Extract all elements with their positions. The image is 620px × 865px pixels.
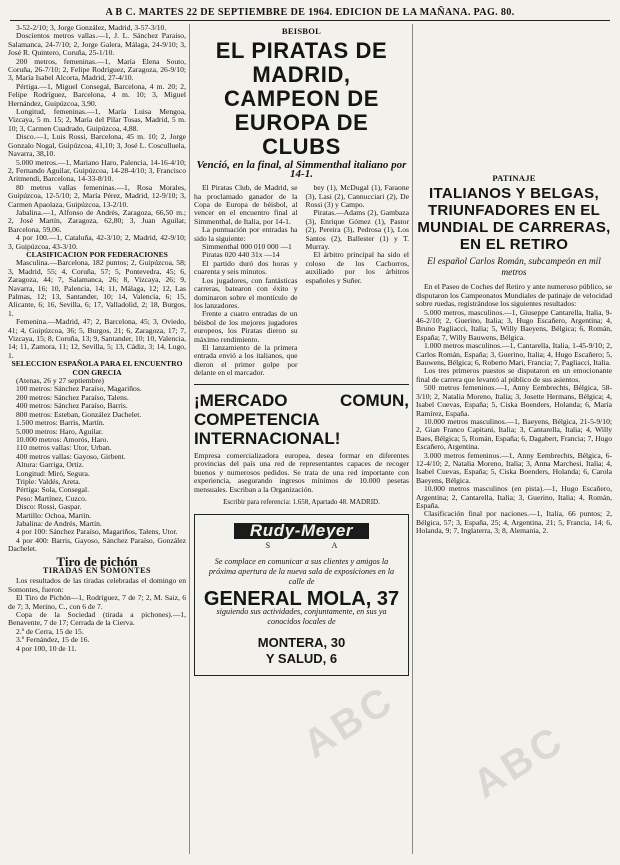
paragraph: 800 metros: Esteban, González Dachelet. bbox=[16, 409, 142, 419]
paragraph: Peso: Martínez, Cuzco. bbox=[16, 493, 87, 503]
paragraph: Jabalina.—1, Alfonso de Andrés, Zaragoza, 66,50 m.; 2, José Martín, Zaragoza, 62,80; 3, Juan Aguilar, Barcelona, 59,06. bbox=[8, 207, 186, 234]
paragraph: La puntuación por entradas ha sido la siguiente: bbox=[194, 225, 298, 243]
paragraph: SELECCION ESPAÑOLA PARA EL ENCUENTRO CON GRECIA bbox=[11, 359, 183, 377]
paragraph: Longitud: Miró, Segura. bbox=[16, 468, 90, 478]
paragraph: Clasificación final por naciones.—1, Italia, 66 puntos; 2, Bélgica, 57; 3, España, 25; 4, Argentina, 21; 5, Francia, 14; 6, Holanda, 9; 7, Inglaterra, 3; 8, Alemania, 2. bbox=[416, 509, 612, 536]
paragraph: 110 metros vallas: Utor, Urban. bbox=[16, 443, 112, 453]
paragraph: Piratas 020 440 31x —14 bbox=[202, 250, 280, 260]
paragraph: Copa de la Sociedad (tirada a pichones).—1, Benavente, 7 de 17; Cerrada de la Cierva. bbox=[8, 610, 186, 628]
classified-ad bbox=[194, 384, 409, 506]
brand-suffix: S A bbox=[265, 541, 368, 551]
ad-address: Y SALUD, 6 bbox=[265, 651, 338, 667]
tiro-results bbox=[8, 577, 186, 653]
ad-title: ¡MERCADO COMUN, COMPETENCIA INTERNACIONAL! bbox=[194, 390, 409, 448]
paragraph: 400 metros vallas: Gayoso, Girbent. bbox=[16, 451, 126, 461]
paragraph: 100 metros: Sánchez Paraíso, Magariños. bbox=[16, 384, 142, 394]
column-patinaje bbox=[416, 24, 612, 536]
paragraph: El partido duró dos horas y cuarenta y seis minutos. bbox=[194, 258, 298, 277]
paragraph: 200 metros, femeninas.—1, María Elena Souto, Coruña, 26-7/10; 2, Felipe Rodríguez, Zaragoza, 26-9/10; 3, María Isabel Alcorta, Madrid, 27-4/10. bbox=[8, 56, 186, 83]
section-kicker: PATINAJE bbox=[492, 173, 536, 183]
paragraph: Piratas.—Adams (2), Gambaza (3), Enrique Gómez (1), Pastor (2), Pereira (3), Pedrosa (1), Los Santos (2), Ballester (1) y T. Murray. bbox=[305, 208, 409, 252]
paragraph: Longitud, femeninas.—1, María Luisa Mengoa, Vizcaya, 5 m. 15; 2, María del Pilar Tosas, Madrid, 5 m. 10; 3, Carmen Cuadrado, Guipúzcoa, 4,88. bbox=[8, 107, 186, 133]
paragraph: 500 metros femeninos.—1, Anny Eembrechts, Bélgica, 58-3/10; 2, Natalia Moreno, Italia; 3, Josette Hermans, Bélgica; 4, Isabel Cuevas, España; 5, Ciska Boenders, Holanda; 6, María Ramírez, España. bbox=[416, 383, 612, 418]
headline: ITALIANOS Y BELGAS, TRIUNFADORES EN EL MUNDIAL DE CARRERAS, EN EL RETIRO bbox=[417, 185, 611, 254]
paragraph: 3-52-2/10; 3, Jorge González, Madrid, 3-57-3/10. bbox=[16, 24, 167, 32]
paragraph: 10.000 metros masculinos (en pista).—1, Hugo Escañero, Argentina; 2, Cantarella, Italia; 3, Guerino, Italia; 4, Román, España. bbox=[416, 484, 612, 510]
paragraph: 1.500 metros: Barris, Martín. bbox=[16, 418, 105, 428]
column-athletics bbox=[8, 24, 186, 860]
brand-logo: Rudy-Meyer bbox=[234, 523, 369, 539]
article-column-left bbox=[194, 184, 298, 377]
paragraph: Disco.—1, Luis Rossi, Barcelona, 45 m. 10; 2, Jorge Gonzalo Nogal, Guipúzcoa, 41,10; 3, José L. Cosculluela, Navarra, 38,10. bbox=[8, 132, 186, 159]
paragraph: 4 por 100, 10 de 11. bbox=[16, 643, 77, 653]
paragraph: El lanzamiento de la primera entrada envió a los italianos, que dieron el primer golpe por delante en el marcador. bbox=[194, 342, 298, 378]
watermark: ABC bbox=[465, 717, 573, 807]
paragraph: 5.000 metros, masculinos.—1, Giuseppe Cantarella, Italia, 9-46-2/10; 2, Guerino, Italia; 3, Hugo Escañero, Argentina; 4, Bruno Pagliacci, Italia; 5, Willy Baeyens, Bélgica; 6, Román, España; 7, Willy Bauwens, Bélgica. bbox=[416, 307, 612, 342]
paragraph: Pértiga.—1, Miguel Consegal, Barcelona, 4 m. 20; 2, Felipe Rodríguez, Barcelona, 4 m. 10; 3, Miguel Hernández, Guipúzcoa, 3,90. bbox=[8, 81, 186, 108]
ad-text: siguiendo sus actividades, conjuntamente, en sus ya conocidos locales de bbox=[216, 607, 387, 627]
column-beisbol bbox=[194, 24, 409, 676]
paragraph: 4 por 100.—1, Cataluña, 42-3/10; 2, Madrid, 42-9/10; 3, Guipúzcoa, 43-3/10. bbox=[8, 233, 186, 251]
article-column-right bbox=[306, 184, 410, 377]
watermark: ABC bbox=[295, 677, 403, 767]
paragraph: Altura: Garriga, Ortiz. bbox=[16, 460, 84, 470]
paragraph: 400 metros: Sánchez Paraíso, Barris. bbox=[16, 401, 128, 411]
athletics-results bbox=[8, 24, 186, 554]
ad-reference: Escribir para referencia: 1.658, Apartado 48. MADRID. bbox=[223, 497, 380, 506]
section-kicker: BEISBOL bbox=[281, 26, 322, 36]
paragraph: El árbitro principal ha sido el coloso de los Cachorros, auxiliado por los árbitros españoles y Suñer. bbox=[305, 250, 409, 285]
paragraph: Los jugadores, con fantásticas carreras, batearon con éxito y dominaron sobre el montículo de los lanzadores. bbox=[194, 275, 298, 310]
paragraph: 5.000 metros.—1, Mariano Haro, Palencia, 14-16-4/10; 2, Fernando Aguilar, Guipúzcoa, 14-28-4/10; 3, Francisco Aritmendi, Barcelona, 14-33-8/10. bbox=[8, 157, 186, 184]
paragraph: Doscientos metros vallas.—1, J. L. Sánchez Paraíso, Salamanca, 24-7/10; 2, Jorge Galera, Málaga, 24-9/10; 3, José R. Quintero, Coruña, 25-1/10. bbox=[8, 31, 186, 58]
paragraph: 2.º de Cerra, 15 de 15. bbox=[16, 626, 84, 636]
paragraph: Los tres primeros puestos se disputaron en un emocionante final de carrera que levantó al público de sus asientos. bbox=[416, 366, 612, 384]
headline: EL PIRATAS DE MADRID, CAMPEON DE EUROPA DE CLUBS bbox=[215, 38, 388, 160]
deck: Venció, en la final, al Simmenthal italiano por 14-1. bbox=[196, 159, 407, 180]
paragraph: Pértiga: Sola, Consegal. bbox=[16, 485, 89, 495]
column-rule bbox=[412, 24, 413, 854]
tiro-subtitle: TIRADAS EN SOMONTES bbox=[42, 566, 152, 575]
paragraph: El Tiro de Pichón—1, Rodríguez, 7 de 7; 2, M. Saiz, 6 de 7; 3, Merino, C., con 6 de 7. bbox=[8, 593, 186, 611]
paragraph: Los resultados de las tiradas celebradas el domingo en Somontes, fueron: bbox=[8, 576, 186, 594]
ad-address: MONTERA, 30 bbox=[257, 635, 346, 651]
paragraph: 1.000 metros masculinos.—1, Cantarella, Italia, 1-45-9/10; 2, Carlos Román, España; 3, Guerino, Italia; 4, Hugo Escañero; 5, Bauwens, Bélgica; 6, Roberto Mari, Francia; 7, Pagliacci, Italia. bbox=[416, 341, 612, 368]
paragraph: 80 metros vallas femeninas.—1, Rosa Morales, Guipúzcoa, 12-5/10; 2, María Pérez, Madrid, 12-9/10; 3, Carmen Apaolaza, Guipúzcoa, 13-2/10. bbox=[8, 182, 186, 209]
ad-body: Empresa comercializadora europea, desea formar en diferentes provincias del país una red de representantes capaces de recoger buenos y numerosos pedidos. Se trata de una red importante con experiencia, asegurando ingresos mínimos de 10.000 pesetas mensuales. Escriban a la Organización. bbox=[194, 450, 409, 494]
paragraph: Triple: Valdés, Areta. bbox=[16, 476, 81, 486]
paragraph: Jabalina: de Andrés, Martín. bbox=[16, 518, 102, 528]
article-body bbox=[416, 283, 612, 535]
article-body bbox=[194, 184, 409, 377]
paragraph: Simmenthal 000 010 000 —1 bbox=[202, 242, 292, 252]
page-header: A B C. MARTES 22 DE SEPTIEMBRE DE 1964. EDICION DE LA MAÑANA. PAG. 80. bbox=[10, 6, 610, 21]
paragraph: Disco: Rossi, Gaspar. bbox=[16, 502, 82, 512]
paragraph: Femenina.—Madrid, 47; 2, Barcelona, 45; 3, Oviedo, 41; 4, Guipúzcoa, 36; 5, Burgos, 21; 6, Zaragoza, 17; 7, Vizcaya, 15; 8, Coruña, 13; 9, Santander, 10; 10, Valencia, 14; 11, Zamora, 11; 12, Sevilla, 5; 13, Cádiz, 3; 14, Lugo, 1. bbox=[8, 317, 186, 360]
paragraph: 4 por 100: Sánchez Paraíso, Magariños, Talens, Utor. bbox=[16, 527, 178, 537]
paragraph: El Piratas Club, de Madrid, se ha proclamado ganador de la Copa de Europa de béisbol, al vencer en el encuentro final al Simmenthal, de Italia, por 14-1. bbox=[194, 183, 298, 226]
paragraph: (Atenas, 26 y 27 septiembre) bbox=[16, 376, 104, 386]
paragraph: 5.000 metros: Haro, Aguilar. bbox=[16, 426, 103, 436]
ad-street: GENERAL MOLA, 37 bbox=[203, 587, 400, 610]
column-rule bbox=[189, 24, 190, 854]
deck: El español Carlos Román, subcampeón en mil metros bbox=[427, 257, 601, 279]
paragraph: bey (1), McDugal (1), Faraone (3), Lasi (2), Cannucciari (2), De Rossi (3) y Campo. bbox=[305, 183, 409, 210]
paragraph: Frente a cuatro entradas de un béisbol de los mejores jugadores europeos, los Piratas dieron su máximo rendimiento. bbox=[194, 309, 298, 344]
ad-text: Se complace en comunicar a sus clientes y amigos la próxima apertura de la nueva sala de exposiciones en la calle de bbox=[208, 556, 395, 586]
paragraph: 4 por 400: Barris, Gayoso, Sánchez Paraíso, González Dachelet. bbox=[8, 535, 186, 554]
paragraph: 3.º Fernández, 15 de 16. bbox=[16, 635, 90, 645]
paragraph: CLASIFICACION POR FEDERACIONES bbox=[26, 249, 168, 259]
paragraph: 3.000 metros femeninos.—1, Anny Eembrechts, Bélgica, 6-12-4/10; 2, Natalia Moreno, Italia; 3, Anna Marchesi, Italia; 4, Isabel Cuevas, España; 5, Ciska Boenders, Holanda; 6, Carola Baeyens, Bélgica. bbox=[416, 450, 612, 485]
paragraph: 10.000 metros: Amorós, Haro. bbox=[16, 434, 109, 444]
tiro-title: Tiro de pichón bbox=[56, 553, 138, 569]
paragraph: Martillo: Ochoa, Martín. bbox=[16, 510, 92, 520]
display-ad bbox=[194, 514, 409, 676]
paragraph: Masculina.—Barcelona, 182 puntos; 2, Guipúzcoa, 58; 3, Madrid, 55; 4, Coruña, 57; 5, Pontevedra, 45; 6, Zaragoza, 44; 7, Salamanca, 26; 8, Vizcaya, 26; 9, Navarra, 16; 10, Palencia, 14; 11, Málaga, 12; 12, Las Palmas, 12; 13, Santander, 10; 14, Valencia, 6; 15, Alicante, 6; 16, Sevilla, 6; 17, Valladolid, 2; 18, Burgos, 1. bbox=[8, 258, 186, 318]
paragraph: En el Paseo de Coches del Retiro y ante numeroso público, se disputaron los Campeonatos Mundiales de patinaje de velocidad sobre ruedas, registrándose los siguientes resultados: bbox=[416, 282, 612, 309]
paragraph: 200 metros: Sánchez Paraíso, Talens. bbox=[16, 392, 129, 402]
paragraph: 10.000 metros masculinos.—1, Baeyens, Bélgica, 21-5-9/10; 2, Gian Franco Capitani, Italia; 3, Cantarella, Italia; 4, Willy Baes, Bélgica; 5, Román, España; 6, Dagabert, Francia; 7, Hugo Escañero, Argentina. bbox=[416, 416, 612, 452]
